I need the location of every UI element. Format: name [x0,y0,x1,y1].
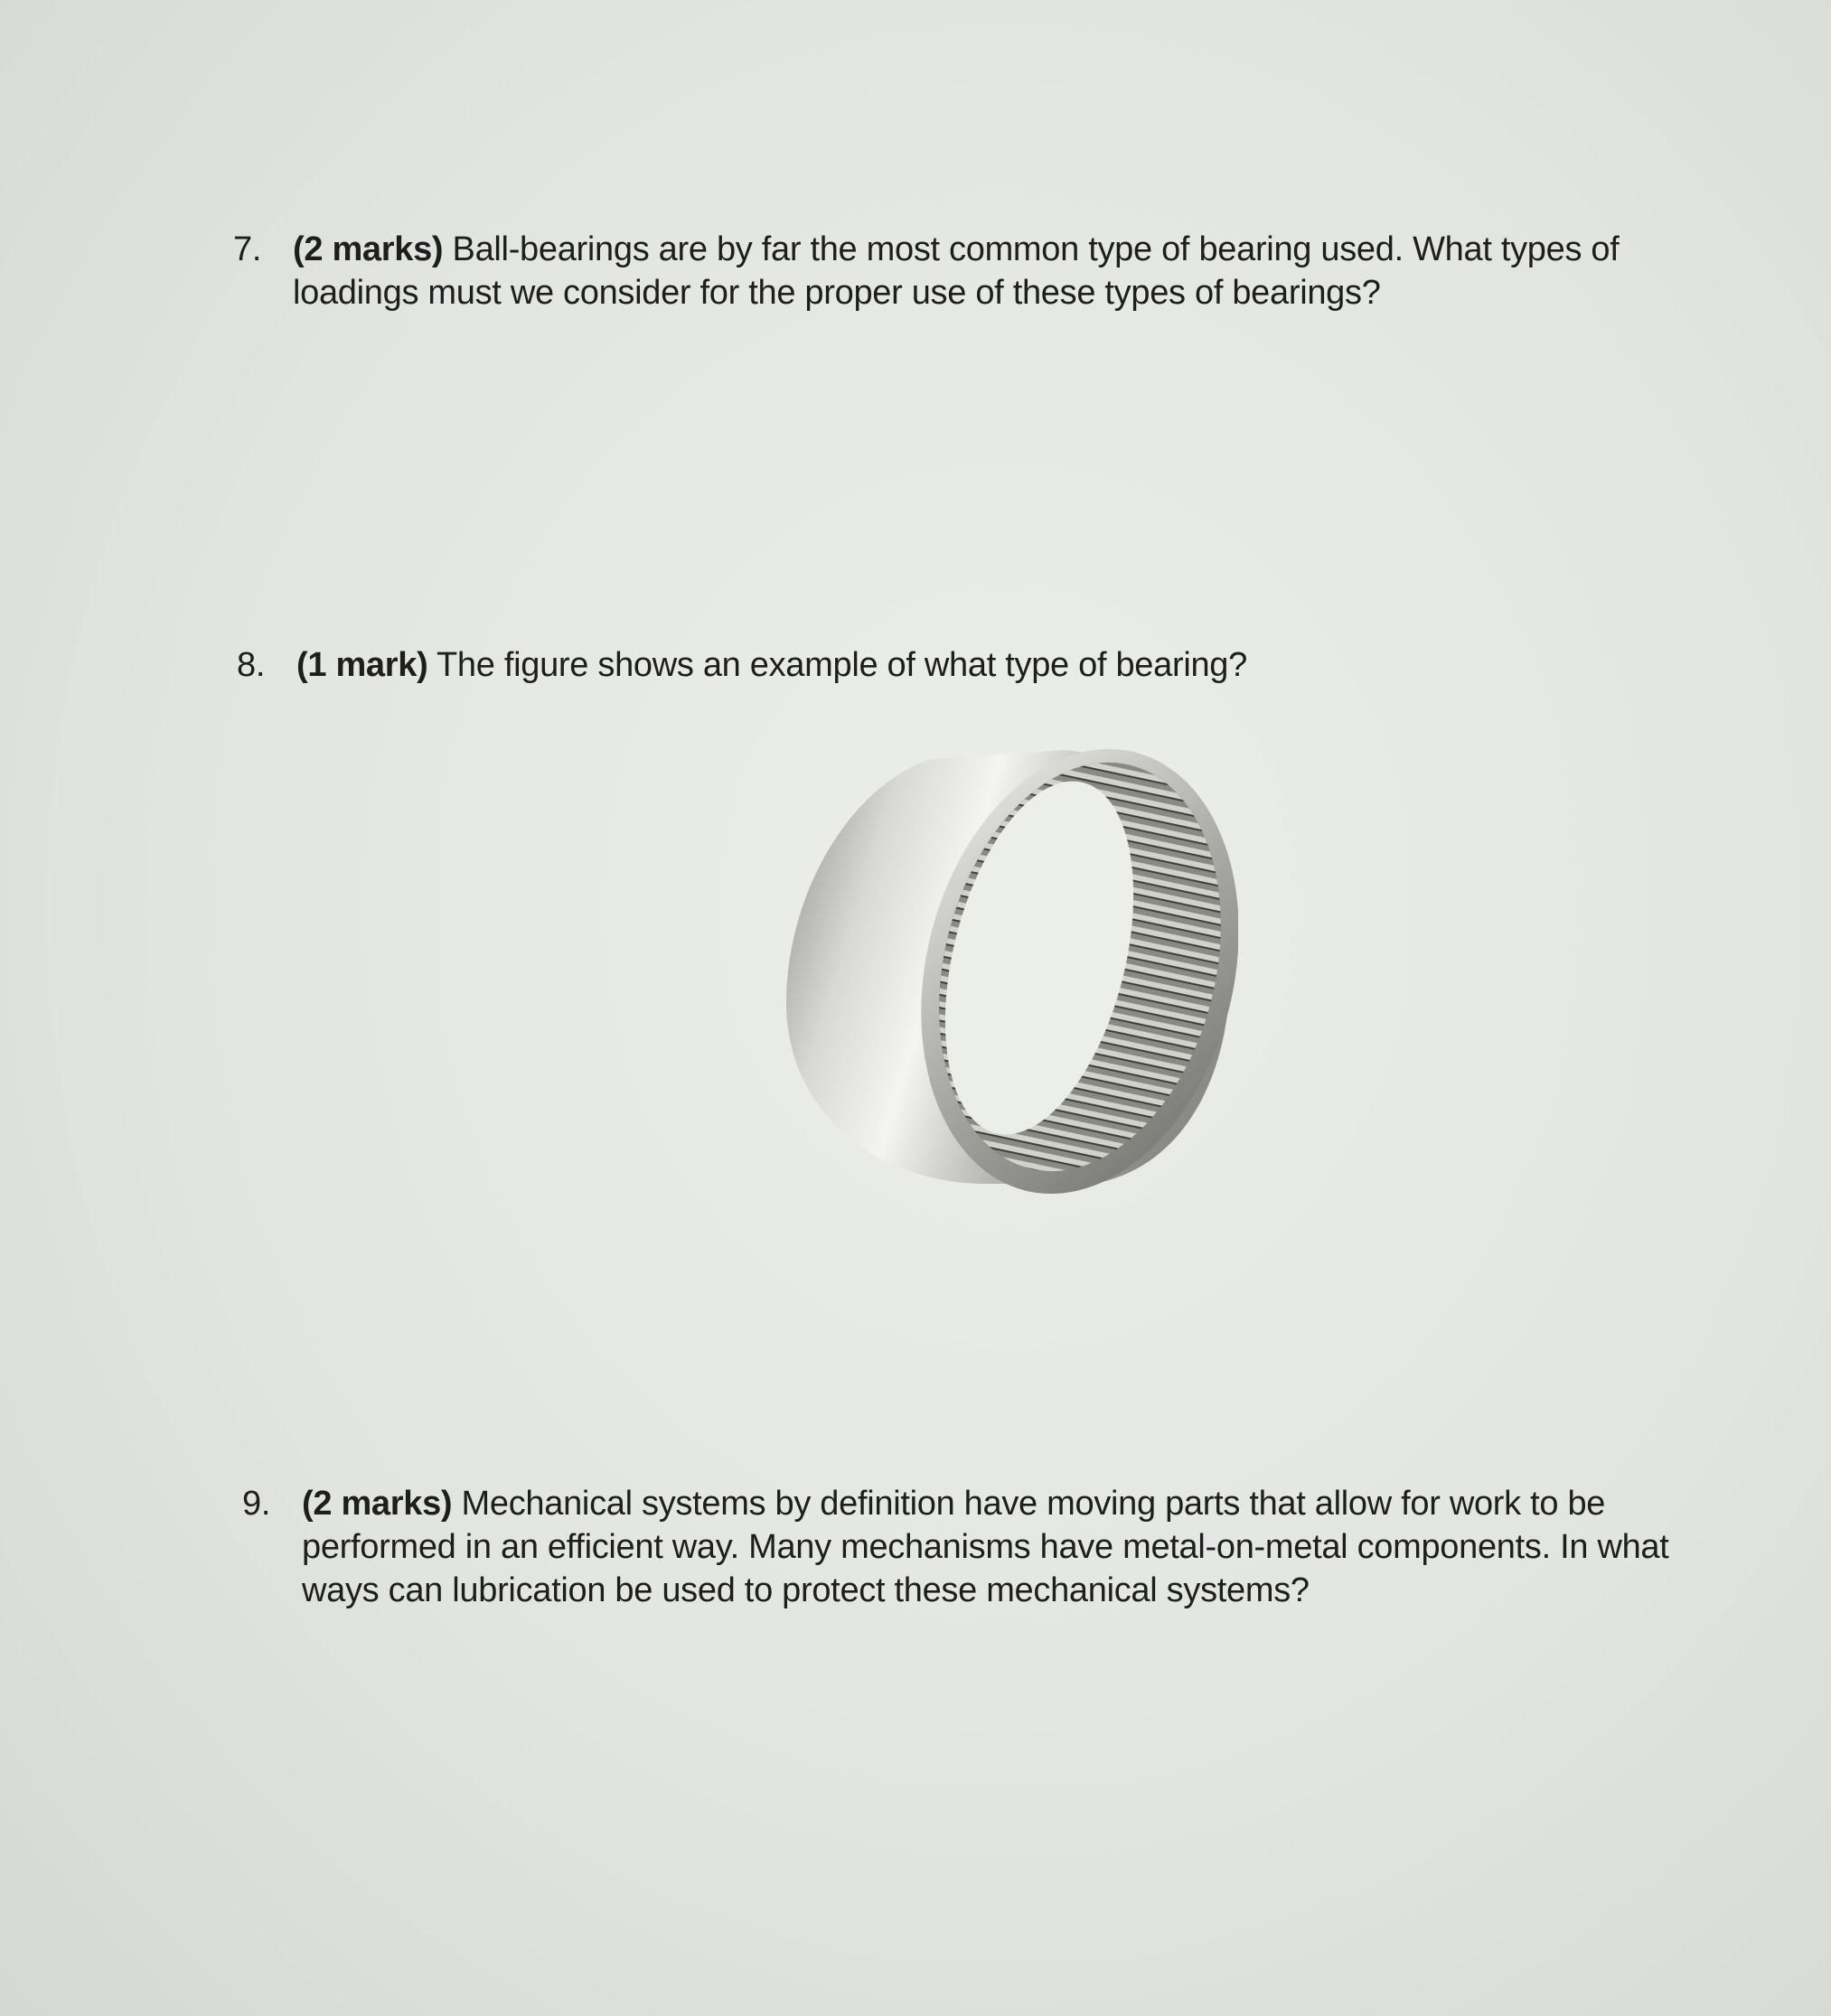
question-text: The figure shows an example of what type of bearing? [427,646,1247,684]
question-text: Ball-bearings are by far the most common type of bearing used. What types of loadings must we consider for the proper use of these types of bearings? [293,230,1620,312]
question-marks: (2 marks) [302,1485,453,1523]
question-marks: (2 marks) [293,230,444,268]
question-number: 7. [233,230,262,268]
question-marks: (1 mark) [296,646,428,684]
question-8 [237,643,1412,687]
question-7 [233,228,1679,314]
question-number: 8. [237,646,266,684]
needle-bearing-figure [768,732,1238,1202]
bearing-image-icon [768,732,1238,1202]
question-text: Mechanical systems by definition have moving parts that allow for work to be performed in an efficient way. Many mechanisms have metal-on-metal components. In what ways can lubrication be used to protect these mechanical systems? [302,1485,1669,1609]
question-number: 9. [242,1485,271,1523]
question-9 [242,1482,1688,1612]
